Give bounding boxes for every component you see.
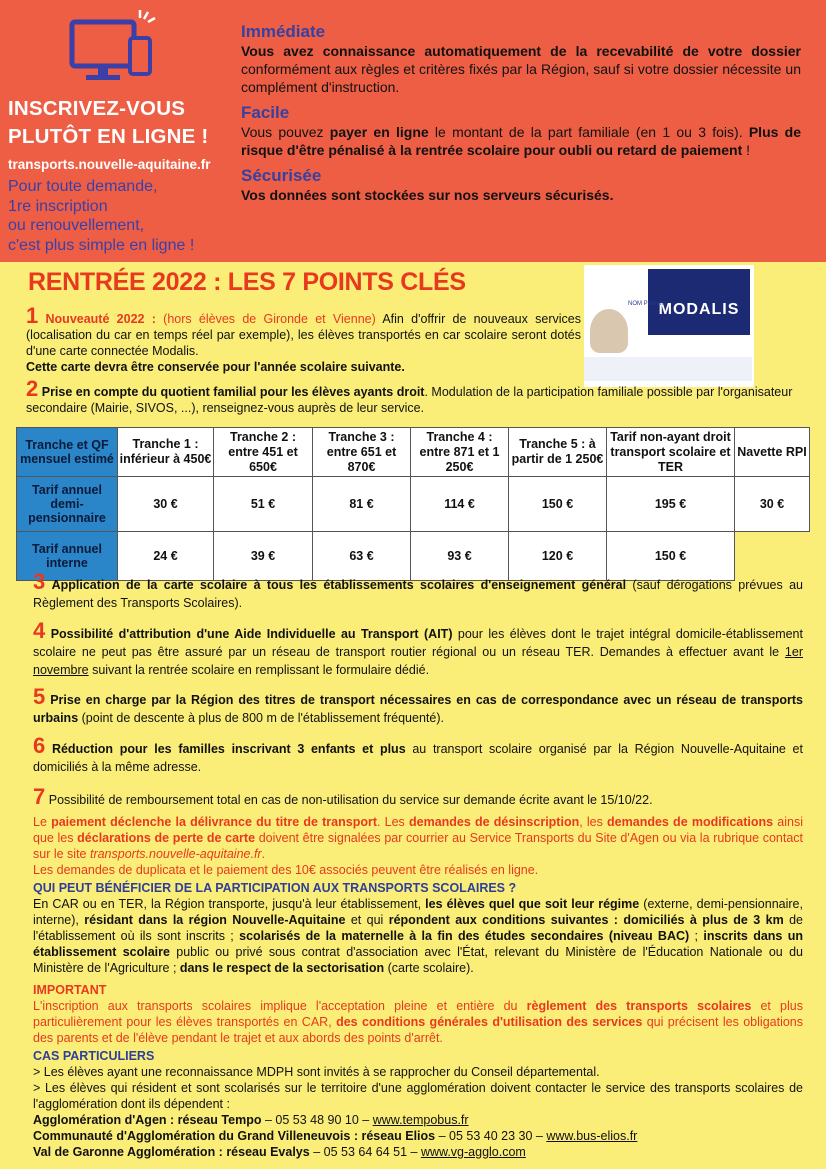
text-span: (externe, demi-pensionnaire, interne), (33, 897, 803, 927)
text-bold: répondent aux conditions suivantes : domiciliés à plus de 3 km (388, 913, 784, 927)
computer-tablet-icon (60, 8, 160, 88)
network-name: Communauté d'Agglomération du Grand Villeneuvois : réseau Elios (33, 1129, 436, 1143)
table-cell: 81 € (313, 477, 411, 532)
network-name: Val de Garonne Agglomération : réseau Evalys (33, 1145, 310, 1159)
point-1 (26, 303, 581, 375)
network-phone: – 05 53 40 23 30 – (435, 1129, 547, 1143)
point-bold: Application de la carte scolaire à tous les établissements scolaires d'enseignement général (51, 578, 627, 592)
pitch-line: c'est plus simple en ligne ! (8, 236, 195, 254)
text-span: ; (689, 929, 704, 943)
table-corner: Tranche et QF mensuel estimé (17, 428, 118, 477)
promo-title-line2: PLUTÔT EN LIGNE ! (8, 125, 209, 148)
point-number: 2 (26, 376, 39, 401)
table-cell: 24 € (118, 532, 214, 581)
special-cases-heading: CAS PARTICULIERS (33, 1049, 155, 1063)
network-phone: – 05 53 48 90 10 – (261, 1113, 373, 1127)
text-span: , les (579, 815, 608, 829)
text-span: ainsi que les (33, 815, 803, 845)
special-case-line: > Les élèves qui résident et sont scolarisés sur le territoire d'une agglomération doivent contacter le service des transports scolaires de l'agglomération dont ils dépendent : (33, 1081, 803, 1111)
text-span: qui précisent les obligations des parents et de l'élève pendant le trajet et aux abords des points d'arrêt. (33, 1015, 803, 1045)
special-cases (33, 1048, 803, 1160)
text-span: . (261, 847, 266, 861)
benefit-text (241, 123, 801, 159)
point-text: Possibilité de remboursement total en cas de non-utilisation du service sur demande écrite avant le 15/10/22. (48, 793, 653, 807)
important-heading: IMPORTANT (33, 983, 107, 997)
page-title: RENTRÉE 2022 : LES 7 POINTS CLÉS (28, 268, 466, 296)
table-header-row (17, 428, 810, 477)
table-row (17, 477, 810, 532)
table-header: Tranche 5 : à partir de 1 250€ (509, 428, 607, 477)
text-bold: paiement déclenche la délivrance du titre de transport (51, 815, 377, 829)
table-cell: 51 € (214, 477, 313, 532)
table-cell: 150 € (509, 477, 607, 532)
eligibility-section (33, 880, 803, 976)
benefit-bold: Vous avez connaissance automatiquement de la recevabilité de votre dossier (241, 43, 801, 59)
text-span: et plus particulièrement pour les élèves transportés en CAR, (33, 999, 803, 1029)
text-span: En CAR ou en TER, la Région transporte, jusqu'à leur établissement, (33, 897, 426, 911)
table-header: Tranche 1 : inférieur à 450€ (118, 428, 214, 477)
table-cell: 30 € (118, 477, 214, 532)
benefit-span: Vous pouvez (241, 124, 330, 140)
point-3 (33, 569, 803, 612)
table-cell: 195 € (607, 477, 735, 532)
table-cell: 30 € (735, 477, 810, 532)
table-header: Tranche 4 : entre 871 et 1 250€ (411, 428, 509, 477)
text-bold: résidant dans la région Nouvelle-Aquitaine (84, 913, 346, 927)
point-5 (33, 684, 803, 727)
point-number: 4 (33, 618, 46, 643)
text-bold: des conditions générales d'utilisation des services (336, 1015, 643, 1029)
text-span: (carte scolaire). (384, 961, 474, 975)
point-6 (33, 733, 803, 776)
point-bold: Prise en charge par la Région des titres de transport nécessaires en cas de correspondance avec un réseau de transports urbains (33, 693, 803, 725)
text-span: de l'établissement où ils sont inscrits ; (33, 913, 803, 943)
table-cell: 39 € (214, 532, 313, 581)
row-label: Tarif annuel demi-pensionnaire (17, 477, 118, 532)
eligibility-heading: QUI PEUT BÉNÉFICIER DE LA PARTICIPATION AUX TRANSPORTS SCOLAIRES ? (33, 881, 517, 895)
point-2 (26, 376, 806, 416)
pitch-line: ou renouvellement, (8, 217, 145, 234)
network-line (33, 1112, 803, 1128)
point-4 (33, 618, 803, 679)
benefit-text (241, 186, 801, 204)
table-header: Tarif non-ayant droit transport scolaire et TER (607, 428, 735, 477)
benefits-list (241, 22, 801, 208)
point-text: . Modulation de la participation familiale possible par l'organisateur secondaire (Mairie, SIVOS, ...), renseignez-vous auprès de leur service. (26, 385, 793, 415)
text-bold: déclarations de perte de carte (77, 831, 256, 845)
point-bold: Cette carte devra être conservée pour l'année scolaire suivante. (26, 360, 405, 374)
network-name: Agglomération d'Agen : réseau Tempo (33, 1113, 262, 1127)
payment-notice (33, 814, 803, 878)
table-cell: 63 € (313, 532, 411, 581)
text-bold: règlement des transports scolaires (526, 999, 752, 1013)
benefit-span: ! (742, 142, 751, 158)
pitch-line: 1re inscription (8, 197, 108, 215)
text-bold: demandes de modifications (607, 815, 774, 829)
promo-title-line1: INSCRIVEZ-VOUS (8, 97, 186, 120)
tariff-table (16, 427, 810, 581)
point-number: 3 (33, 569, 46, 594)
network-link[interactable]: www.bus-elios.fr (546, 1129, 638, 1143)
table-cell: 114 € (411, 477, 509, 532)
text-bold: inscrits dans un établissement scolaire (33, 929, 803, 959)
text-bold: dans le respect de la sectorisation (179, 961, 385, 975)
promo-title (8, 95, 228, 151)
card-label: NOM Prénom (628, 301, 665, 307)
network-phone: – 05 53 64 64 51 – (309, 1145, 421, 1159)
network-link[interactable]: www.vg-agglo.com (420, 1145, 526, 1159)
text-span: Les demandes de duplicata et le paiement des 10€ associés peuvent être réalisés en ligne. (33, 863, 539, 877)
text-bold: demandes de désinscription (409, 815, 580, 829)
point-7 (33, 784, 803, 809)
table-header: Tranche 2 : entre 451 et 650€ (214, 428, 313, 477)
row-label: Tarif annuel interne (17, 532, 118, 581)
text-span: Le (33, 815, 52, 829)
special-case-line: > Les élèves ayant une reconnaissance MDPH sont invités à se rapprocher du Conseil départemental. (33, 1065, 600, 1079)
network-line (33, 1144, 803, 1160)
benefit-text (241, 42, 801, 96)
benefit-span: le montant de la part familiale (en 1 ou 3 fois). (428, 124, 749, 140)
benefit-span: conformément aux règles et critères fixés par la Région, sauf si votre dossier nécessite un complément d'instruction. (241, 61, 801, 95)
deadline-date: 1er novembre (33, 645, 803, 677)
text-span: doivent être signalées par courrier au Service Transports du Site d'Agen ou via la rubrique contact sur le site (33, 831, 804, 861)
text-span: public ou privé sous contrat d'association avec l'État, relevant du Ministère de l'Éducation Nationale ou du Ministère de l'Agriculture ; (33, 945, 803, 975)
text-span: et qui (345, 913, 389, 927)
network-link[interactable]: www.tempobus.fr (372, 1113, 469, 1127)
point-lead: Nouveauté 2022 : (45, 312, 156, 326)
point-lead: Prise en compte du quotient familial pour les élèves ayants droit (41, 385, 425, 399)
benefit-bold: Plus de risque d'être pénalisé à la rentrée scolaire pour oubli ou retard de paiement (241, 124, 801, 158)
table-cell: 93 € (411, 532, 509, 581)
point-text: suivant la rentrée scolaire en remplissant le formulaire dédié. (88, 663, 430, 677)
text-span: L'inscription aux transports scolaires implique l'acceptation pleine et entière du (33, 999, 527, 1013)
point-number: 1 (26, 303, 39, 328)
modalis-logo: MODALIS (658, 301, 740, 318)
text-span: . Les (377, 815, 409, 829)
point-bold: Réduction pour les familles inscrivant 3 enfants et plus (51, 742, 406, 756)
benefit-bold: Vos données sont stockées sur nos serveurs sécurisés. (241, 187, 614, 203)
point-text: pour les élèves dont le trajet intégral domicile-établissement scolaire ne peut pas être assuré par un réseau de transport routier régional ou un réseau TER. Demandes à effectuer avant le (33, 627, 803, 659)
benefit-heading: Facile (241, 103, 290, 122)
pitch-line: Pour toute demande, (8, 178, 158, 195)
point-text: Afin d'offrir de nouveaux services (localisation du car en temps réel par exemple), les élèves transportés en car scolaire seront dotés d'une carte connectée Modalis. (26, 312, 581, 358)
table-cell: 120 € (509, 532, 607, 581)
text-bold: scolarisés de la maternelle à la fin des études secondaires (niveau BAC) (239, 929, 690, 943)
card-logos-strip (584, 357, 752, 381)
promo-banner (0, 0, 826, 262)
student-photo (590, 309, 628, 353)
important-section (33, 982, 803, 1046)
site-name: transports.nouvelle-aquitaine.fr (89, 847, 262, 861)
benefit-bold: payer en ligne (329, 124, 429, 140)
point-bold: Possibilité d'attribution d'une Aide Individuelle au Transport (AIT) (50, 627, 453, 641)
promo-pitch (8, 177, 233, 255)
text-bold: les élèves quel que soit leur régime (425, 897, 640, 911)
table-header: Navette RPI (735, 428, 810, 477)
modalis-card-image (584, 265, 754, 387)
point-text: (sauf dérogations prévues au Règlement des Transports Scolaires). (33, 578, 803, 610)
benefit-heading: Immédiate (241, 22, 326, 41)
benefit-heading: Sécurisée (241, 166, 322, 185)
point-text: (point de descente à plus de 800 m de l'établissement fréquenté). (78, 711, 444, 725)
point-text: au transport scolaire organisé par la Région Nouvelle-Aquitaine et domiciliés à la même adresse. (33, 742, 803, 774)
point-number: 7 (33, 784, 46, 809)
network-line (33, 1128, 803, 1144)
table-cell: 150 € (607, 532, 735, 581)
point-number: 6 (33, 733, 46, 758)
table-header: Tranche 3 : entre 651 et 870€ (313, 428, 411, 477)
point-number: 5 (33, 684, 46, 709)
promo-site: transports.nouvelle-aquitaine.fr (8, 157, 211, 172)
point-paren: (hors élèves de Gironde et Vienne) (155, 312, 376, 326)
